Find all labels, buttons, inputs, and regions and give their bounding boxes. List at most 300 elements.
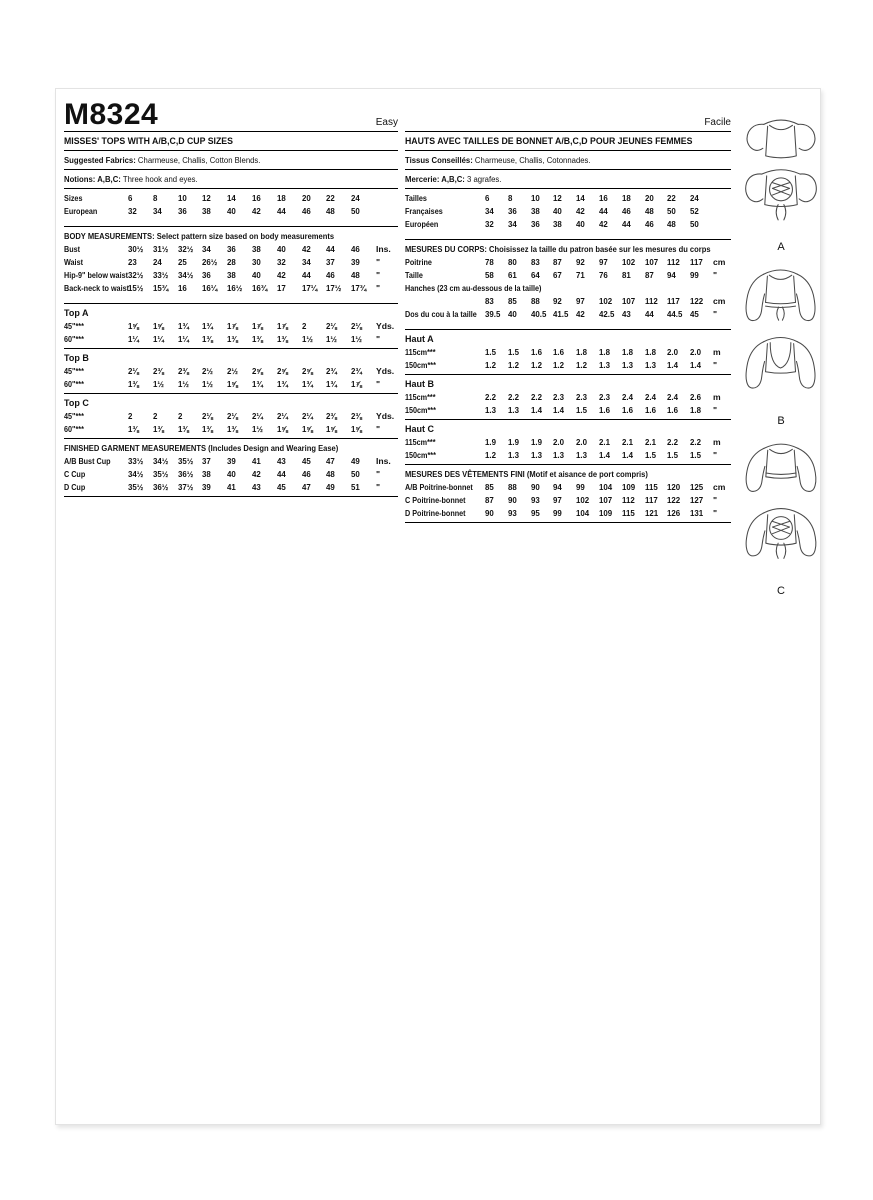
value-cell: 2.4 (644, 392, 656, 402)
section-rule (64, 438, 398, 439)
value-cell: 2¾ (351, 366, 363, 376)
value-cell: 18 (621, 193, 631, 203)
value-cell: 97 (598, 257, 608, 267)
value-cell: 107 (644, 257, 658, 267)
value-cell: 1.6 (667, 405, 679, 415)
table-row (405, 218, 731, 231)
value-cell: 2⅝ (301, 366, 313, 376)
value-cell: 18 (276, 193, 286, 203)
value-cell: 1⅜ (152, 424, 164, 434)
value-cell: 44.5 (667, 309, 683, 319)
value-cell: 58 (485, 270, 494, 280)
value-cell: 1.8 (644, 347, 656, 357)
value-cell: 1⅞ (251, 321, 263, 331)
value-cell: 112 (667, 257, 681, 267)
value-cell: 34 (485, 206, 494, 216)
value-cell: 1.2 (530, 360, 542, 370)
table-row (64, 365, 398, 378)
fabrics-text: Charmeuse, Challis, Cotton Blends. (137, 155, 261, 165)
difficulty-label-french: Facile (704, 117, 731, 128)
row-label: A/B Bust Cup (64, 456, 111, 466)
row-label: Européen (405, 219, 439, 229)
section-rule (405, 131, 731, 132)
value-cell: 38 (227, 270, 236, 280)
value-cell: 44 (644, 309, 654, 319)
fabrics-label: Tissus Conseillés: (405, 155, 473, 165)
table-row (64, 192, 398, 205)
value-cell: 43 (621, 309, 631, 319)
notions-label: Mercerie: A,B,C: (405, 174, 465, 184)
value-cell: 32 (128, 206, 137, 216)
value-cell: 34 (152, 206, 162, 216)
value-cell: 42 (301, 244, 311, 254)
garment-view-heading: Top B (64, 353, 89, 363)
value-cell: 1⅜ (227, 334, 239, 344)
table-row (405, 256, 731, 269)
value-cell: 40.5 (530, 309, 546, 319)
notions-label: Notions: A,B,C: (64, 174, 121, 184)
value-cell: 40 (227, 469, 236, 479)
value-cell: 1¾ (177, 321, 189, 331)
value-cell: 42 (276, 270, 286, 280)
value-cell: 2⅝ (276, 366, 288, 376)
value-cell: 39 (227, 456, 236, 466)
section-rule (405, 188, 731, 189)
value-cell: 50 (690, 219, 699, 229)
section-rule (405, 150, 731, 151)
row-label: 150cm*** (405, 360, 436, 370)
value-cell: 83 (530, 257, 540, 267)
view-a-label: A (777, 241, 785, 253)
value-cell: 2⅛ (326, 321, 338, 331)
value-cell: 28 (227, 257, 236, 267)
value-cell: 109 (598, 508, 613, 518)
unit-cell: " (375, 283, 381, 293)
value-cell: 1⅜ (177, 424, 189, 434)
unit-cell: " (375, 334, 381, 344)
value-cell: 17½ (326, 283, 342, 293)
garment-view-heading: Top C (64, 398, 89, 408)
section-rule (64, 169, 398, 170)
value-cell: 2⅜ (326, 411, 338, 421)
value-cell: 8 (507, 193, 513, 203)
table-row (64, 256, 398, 269)
value-cell: 95 (530, 508, 540, 518)
difficulty-label-english: Easy (375, 117, 398, 128)
view-c-label: C (777, 585, 785, 597)
row-label: Taille (405, 270, 423, 280)
section-rule (405, 522, 731, 523)
unit-cell: Yds. (375, 321, 395, 331)
unit-cell: " (375, 469, 381, 479)
table-row (405, 449, 731, 462)
value-cell: 1¼ (128, 334, 139, 344)
table-row (64, 243, 398, 256)
spacer (405, 231, 731, 237)
row-label: D Poitrine-bonnet (405, 508, 466, 518)
value-cell: 16 (177, 283, 187, 293)
notions-line-french (405, 173, 698, 186)
value-cell: 97 (553, 495, 563, 505)
value-cell: 45 (276, 482, 286, 492)
value-cell: 49 (326, 482, 336, 492)
value-cell: 46 (621, 206, 631, 216)
value-cell: 88 (530, 296, 540, 306)
value-cell: 2⅛ (351, 321, 363, 331)
value-cell: 2.2 (667, 437, 679, 447)
value-cell: 48 (667, 219, 677, 229)
section-rule (405, 329, 731, 330)
fabrics-line-french (405, 154, 698, 167)
value-cell: 2¾ (326, 366, 338, 376)
value-cell: 30½ (128, 244, 144, 254)
row-label: 150cm*** (405, 450, 436, 460)
value-cell: 2.3 (598, 392, 610, 402)
value-cell: 83 (485, 296, 494, 306)
value-cell: 42 (576, 206, 585, 216)
view-c-illustration (737, 437, 825, 583)
value-cell: 1⅝ (326, 424, 338, 434)
value-cell: 2¼ (251, 411, 263, 421)
value-cell: 107 (598, 495, 613, 505)
value-cell: 131 (690, 508, 704, 518)
unit-cell: " (712, 405, 718, 415)
value-cell: 1.3 (553, 450, 565, 460)
value-cell: 22 (667, 193, 677, 203)
notions-line-english (64, 173, 365, 186)
value-cell: 36½ (152, 482, 169, 492)
value-cell: 92 (553, 296, 563, 306)
section-rule (64, 496, 398, 497)
value-cell: 1⅝ (227, 379, 239, 389)
value-cell: 39.5 (485, 309, 501, 319)
value-cell: 102 (598, 296, 613, 306)
value-cell: 17¾ (351, 283, 367, 293)
value-cell: 1⅜ (202, 424, 214, 434)
value-cell: 46 (301, 206, 311, 216)
value-cell: 1.5 (644, 450, 656, 460)
value-cell: 1½ (177, 379, 189, 389)
row-label: Hip-9" below waist (64, 270, 128, 280)
value-cell: 1.2 (485, 450, 496, 460)
value-cell: 78 (485, 257, 494, 267)
value-cell: 50 (351, 206, 360, 216)
value-cell: 93 (530, 495, 540, 505)
value-cell: 94 (553, 482, 563, 492)
value-cell: 16½ (227, 283, 243, 293)
row-label: Back-neck to waist (64, 283, 129, 293)
value-cell: 38 (202, 469, 212, 479)
table-row (405, 494, 731, 507)
value-cell: 32½ (177, 244, 193, 254)
value-cell: 93 (507, 508, 517, 518)
value-cell: 1.2 (485, 360, 496, 370)
spacer (405, 321, 731, 327)
value-cell: 87 (644, 270, 654, 280)
row-label: Sizes (64, 193, 83, 203)
value-cell: 1.5 (485, 347, 496, 357)
table-row (64, 455, 398, 468)
garment-view-heading: Haut B (405, 379, 434, 389)
value-cell: 36 (530, 219, 540, 229)
value-cell: 92 (576, 257, 585, 267)
value-cell: 121 (644, 508, 658, 518)
value-cell: 85 (485, 482, 494, 492)
value-cell: 2½ (227, 366, 239, 376)
value-cell: 1.6 (598, 405, 610, 415)
row-label: Bust (64, 244, 81, 254)
value-cell: 6 (128, 193, 133, 203)
value-cell: 35½ (177, 456, 193, 466)
value-cell: 2⅛ (128, 366, 139, 376)
unit-cell: Ins. (375, 456, 391, 466)
value-cell: 1½ (351, 334, 363, 344)
value-cell: 1.8 (576, 347, 588, 357)
value-cell: 76 (598, 270, 608, 280)
value-cell: 1.6 (644, 405, 656, 415)
unit-cell: m (712, 392, 721, 402)
table-row (405, 192, 731, 205)
value-cell: 43 (251, 482, 261, 492)
table-row (64, 205, 398, 218)
value-cell: 115 (644, 482, 658, 492)
value-cell: 102 (621, 257, 635, 267)
fabrics-line-english (64, 154, 365, 167)
value-cell: 1.5 (576, 405, 588, 415)
title-french: HAUTS AVEC TAILLES DE BONNET A/B,C,D POUR JEUNES FEMMES (405, 136, 693, 147)
row-label: D Cup (64, 482, 86, 492)
row-label: C Poitrine-bonnet (405, 495, 466, 505)
unit-cell: " (375, 424, 381, 434)
value-cell: 112 (644, 296, 658, 306)
value-cell: 39 (351, 257, 360, 267)
value-cell: 36 (202, 270, 212, 280)
value-cell: 44 (598, 206, 608, 216)
value-cell: 67 (553, 270, 563, 280)
garment-view-heading: Top A (64, 308, 89, 318)
value-cell: 1⅜ (128, 424, 139, 434)
value-cell: 1½ (202, 379, 214, 389)
table-row (64, 481, 398, 494)
value-cell: 36 (177, 206, 187, 216)
table-row (405, 481, 731, 494)
value-cell: 1.3 (485, 405, 496, 415)
notions-text: 3 agrafes. (467, 174, 502, 184)
value-cell: 36 (507, 206, 517, 216)
value-cell: 2⅜ (152, 366, 164, 376)
view-a-illustration (738, 111, 824, 239)
finished-garment-table-english (64, 455, 398, 494)
value-cell: 90 (530, 482, 540, 492)
value-cell: 99 (576, 482, 585, 492)
value-cell: 1.2 (576, 360, 588, 370)
table-row (64, 333, 398, 346)
value-cell: 1.9 (485, 437, 496, 447)
value-cell: 41 (227, 482, 236, 492)
value-cell: 2.0 (576, 437, 588, 447)
value-cell: 1⅞ (351, 379, 363, 389)
table-row (64, 423, 398, 436)
row-label: 60"*** (64, 334, 84, 344)
value-cell: 2.2 (485, 392, 496, 402)
value-cell: 1.9 (507, 437, 519, 447)
spacer (64, 218, 398, 224)
value-cell: 122 (667, 495, 681, 505)
value-cell: 99 (690, 270, 699, 280)
value-cell: 42 (251, 206, 261, 216)
value-cell: 1.3 (507, 405, 519, 415)
value-cell: 85 (507, 296, 517, 306)
title-english: MISSES' TOPS WITH A/B,C,D CUP SIZES (64, 136, 233, 147)
value-cell: 2⅝ (251, 366, 263, 376)
value-cell: 47 (301, 482, 311, 492)
value-cell: 120 (667, 482, 681, 492)
value-cell: 1.3 (507, 450, 519, 460)
value-cell: 99 (553, 508, 563, 518)
value-cell: 16 (251, 193, 261, 203)
value-cell: 1.4 (530, 405, 542, 415)
value-cell: 20 (301, 193, 311, 203)
value-cell: 1.4 (621, 450, 633, 460)
value-cell: 2¼ (276, 411, 288, 421)
value-cell: 42 (576, 309, 585, 319)
table-row (64, 468, 398, 481)
value-cell: 40 (553, 206, 563, 216)
value-cell: 34½ (152, 456, 169, 466)
value-cell: 33½ (128, 456, 144, 466)
sizes-table-english (64, 192, 398, 218)
value-cell: 38 (553, 219, 563, 229)
value-cell: 80 (507, 257, 517, 267)
row-label: 60"*** (64, 424, 84, 434)
value-cell: 42.5 (598, 309, 615, 319)
notions-text: Three hook and eyes. (122, 174, 198, 184)
value-cell: 40 (251, 270, 261, 280)
value-cell: 127 (690, 495, 704, 505)
value-cell: 115 (621, 508, 635, 518)
garment-illustrations (738, 97, 824, 607)
table-row (64, 269, 398, 282)
value-cell: 46 (301, 469, 311, 479)
value-cell: 50 (351, 469, 360, 479)
value-cell: 32 (485, 219, 494, 229)
value-cell: 6 (485, 193, 490, 203)
section-rule (64, 303, 398, 304)
table-row (405, 205, 731, 218)
fabrics-label: Suggested Fabrics: (64, 155, 136, 165)
value-cell: 42 (251, 469, 261, 479)
value-cell: 1⅜ (202, 334, 214, 344)
value-cell: 38 (530, 206, 540, 216)
value-cell: 34½ (128, 469, 144, 479)
value-cell: 2 (301, 321, 306, 331)
row-label: 45"*** (64, 411, 84, 421)
section-rule (64, 348, 398, 349)
unit-cell: m (712, 437, 721, 447)
unit-cell: " (712, 450, 718, 460)
value-cell: 1¾ (251, 379, 263, 389)
garment-view-heading: Haut A (405, 334, 434, 344)
section-rule (405, 374, 731, 375)
row-label: 60"*** (64, 379, 84, 389)
value-cell: 2.1 (621, 437, 633, 447)
unit-cell: cm (712, 296, 726, 306)
value-cell: 1⅝ (351, 424, 363, 434)
value-cell: 24 (351, 193, 360, 203)
value-cell: 102 (576, 495, 590, 505)
value-cell: 38 (251, 244, 261, 254)
body-measurements-table-french (405, 256, 731, 321)
fabrics-text: Charmeuse, Challis, Cotonnades. (474, 155, 591, 165)
unit-cell: Yds. (375, 411, 395, 421)
unit-cell: " (375, 379, 381, 389)
value-cell: 41 (251, 456, 261, 466)
value-cell: 1.8 (690, 405, 702, 415)
value-cell: 87 (553, 257, 563, 267)
value-cell: 104 (576, 508, 590, 518)
row-label: 115cm*** (405, 392, 436, 402)
body-measurements-table-english (64, 243, 398, 295)
value-cell: 1⅜ (251, 334, 263, 344)
value-cell: 23 (128, 257, 137, 267)
value-cell: 107 (621, 296, 635, 306)
masthead-french (405, 97, 731, 129)
english-column (64, 97, 398, 607)
row-label: Dos du cou à la taille (405, 309, 477, 319)
value-cell: 126 (667, 508, 681, 518)
table-row (64, 378, 398, 391)
value-cell: 1.8 (621, 347, 633, 357)
value-cell: 2⅜ (351, 411, 363, 421)
value-cell: 24 (690, 193, 699, 203)
value-cell: 1.2 (507, 360, 519, 370)
value-cell: 1.5 (507, 347, 519, 357)
value-cell: 2.6 (690, 392, 702, 402)
value-cell: 81 (621, 270, 631, 280)
row-label: Tailles (405, 193, 427, 203)
value-cell: 2⅛ (227, 411, 239, 421)
value-cell: 117 (690, 257, 703, 267)
table-row (405, 269, 731, 282)
value-cell: 22 (326, 193, 336, 203)
value-cell: 1.3 (530, 450, 542, 460)
table-row (405, 346, 731, 359)
value-cell: 45 (690, 309, 699, 319)
table-row (405, 282, 731, 295)
value-cell: 1.5 (667, 450, 679, 460)
masthead-english (64, 97, 398, 129)
unit-cell: Yds. (375, 366, 395, 376)
section-rule (405, 169, 731, 170)
value-cell: 38 (202, 206, 212, 216)
value-cell: 1¾ (301, 379, 313, 389)
section-rule (405, 419, 731, 420)
unit-cell: " (712, 508, 718, 518)
value-cell: 44 (621, 219, 631, 229)
value-cell: 40 (576, 219, 585, 229)
value-cell: 2.1 (644, 437, 656, 447)
value-cell: 50 (667, 206, 677, 216)
value-cell: 12 (202, 193, 212, 203)
row-label: European (64, 206, 98, 216)
value-cell: 48 (644, 206, 654, 216)
table-row (405, 308, 731, 321)
value-cell: 90 (485, 508, 494, 518)
row-label: Hanches (23 cm au-dessous de la taille) (405, 283, 542, 293)
unit-cell: " (375, 270, 381, 280)
value-cell: 1.4 (598, 450, 610, 460)
value-cell: 1¾ (326, 379, 338, 389)
